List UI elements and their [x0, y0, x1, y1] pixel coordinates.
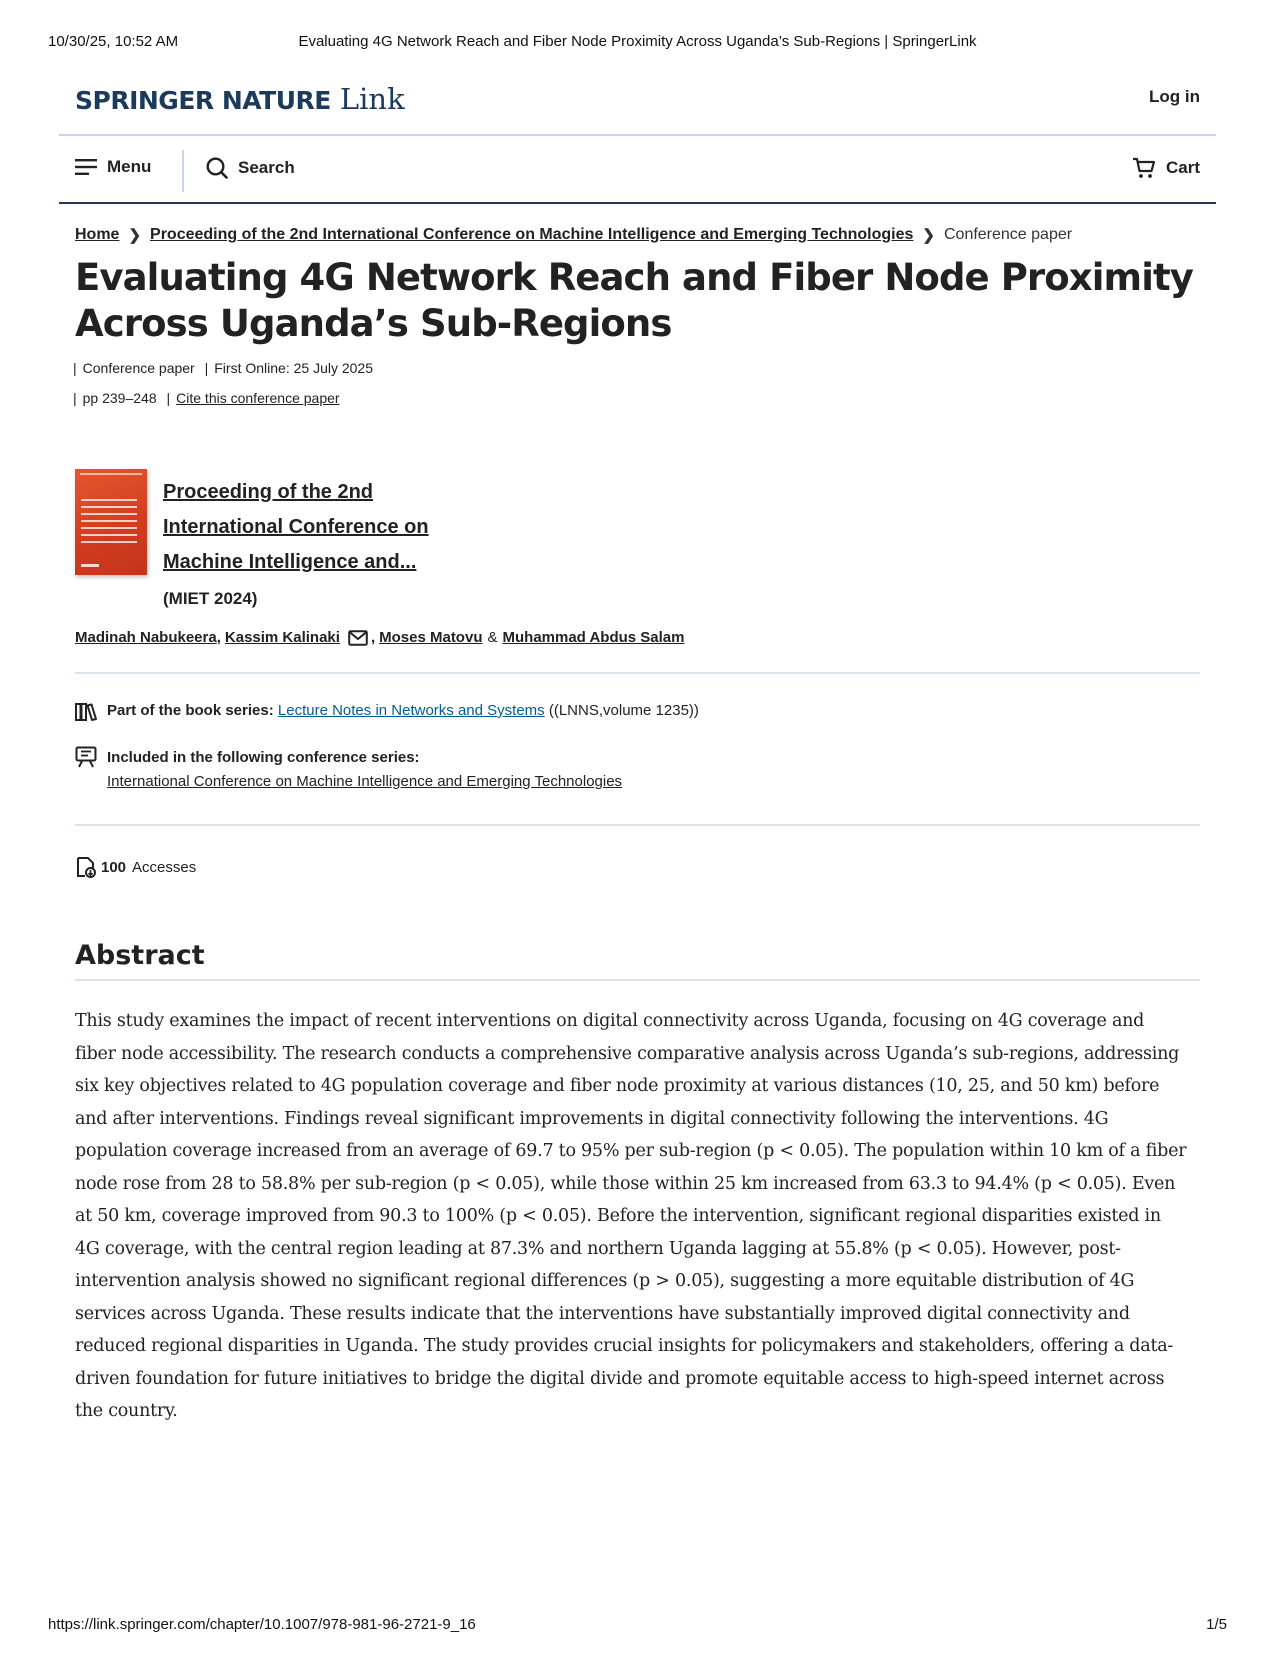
print-datetime: 10/30/25, 10:52 AM — [48, 33, 179, 50]
author-separator: , — [370, 629, 376, 646]
meta-row-2: | pp 239–248 | Cite this conference paper — [73, 390, 340, 406]
page-content — [59, 70, 1216, 1428]
conference-series-row — [75, 746, 1216, 794]
logo-brand: SPRINGER NATURE — [75, 86, 331, 115]
author-link[interactable]: Madinah Nabukeera — [75, 629, 217, 646]
article-type: Conference paper — [82, 360, 195, 376]
abstract-line: This study examines the impact of recent interventions on digital connectivity across Uganda, focusing on 4G coverage and — [75, 1011, 1145, 1031]
menu-label: Menu — [107, 157, 152, 176]
main-navbar — [59, 136, 1216, 204]
meta-row-1: | Conference paper | First Online: 25 July 2025 — [73, 360, 373, 376]
print-page-number: 1/5 — [1206, 1616, 1227, 1633]
search-button[interactable] — [206, 157, 295, 179]
breadcrumb-proceeding[interactable]: Proceeding of the 2nd International Conference on Machine Intelligence and Emerging Technologies — [150, 226, 914, 243]
abstract-line: and after interventions. Findings reveal significant improvements in digital connectivity following the interventions. 4G — [75, 1108, 1109, 1129]
print-url: https://link.springer.com/chapter/10.1007/978-981-96-2721-9_16 — [48, 1616, 476, 1633]
books-icon — [75, 702, 107, 722]
print-header — [48, 33, 1227, 53]
print-page-title: Evaluating 4G Network Reach and Fiber Node Proximity Across Uganda’s Sub-Regions | SpringerLink — [298, 33, 977, 50]
chevron-right-icon: ❯ — [128, 227, 142, 244]
author-separator: , — [216, 629, 221, 646]
abstract-line: fiber node accessibility. The research conducts a comprehensive comparative analysis across Uganda’s sub-regions, addressing — [75, 1043, 1180, 1064]
abstract-line: six key objectives related to 4G population coverage and fiber node proximity at various distances (10, 25, and 50 km) before — [75, 1076, 1160, 1096]
masthead — [59, 70, 1216, 136]
breadcrumb-current: Conference paper — [943, 226, 1073, 243]
first-online: First Online: 25 July 2025 — [214, 360, 373, 376]
abstract-line: 4G coverage, with the central region leading at 87.3% and northern Uganda lagging at 55.8% (p < 0.05). However, post- — [75, 1238, 1121, 1259]
book-block — [75, 469, 1216, 629]
presentation-icon — [75, 746, 107, 768]
book-series-link[interactable]: Lecture Notes in Networks and Systems — [277, 702, 545, 719]
chevron-right-icon: ❯ — [922, 227, 935, 244]
book-series-volume: ((LNNS,volume 1235)) — [548, 702, 699, 719]
login-link[interactable]: Log in — [1149, 87, 1200, 106]
book-title-line-1: Proceeding of the 2nd — [163, 481, 374, 503]
nav-divider — [182, 150, 184, 192]
author-list — [75, 629, 1216, 646]
springer-nature-link-logo[interactable] — [75, 82, 405, 116]
abstract-line: node rose from 28 to 58.8% per sub-region (p < 0.05), while those within 25 km increased from 63.3 to 94.4% (p < 0.05). Even — [75, 1173, 1176, 1194]
cite-link[interactable]: Cite this conference paper — [176, 390, 340, 406]
author-link[interactable]: Muhammad Abdus Salam — [502, 629, 685, 646]
book-title-line-3: Machine Intelligence and... — [163, 551, 417, 573]
book-acronym: (MIET 2024) — [163, 589, 258, 608]
abstract-line: the country. — [75, 1401, 178, 1421]
divider — [75, 672, 1200, 674]
author-separator: & — [487, 629, 498, 646]
conference-series-link[interactable]: International Conference on Machine Intelligence and Emerging Technologies — [107, 773, 623, 790]
divider — [75, 979, 1200, 981]
title-line-2: Across Uganda’s Sub-Regions — [75, 302, 672, 345]
author-link[interactable]: Moses Matovu — [379, 629, 483, 646]
search-icon — [206, 157, 228, 179]
cart-button[interactable] — [1132, 157, 1200, 179]
abstract-line: intervention analysis showed no significant regional differences (p > 0.05), suggesting a more equitable distribution of 4G — [75, 1271, 1135, 1291]
abstract-line: at 50 km, coverage improved from 90.3 to 100% (p < 0.05). Before the intervention, significant regional disparities existed in — [75, 1206, 1161, 1226]
author-link[interactable]: Kassim Kalinaki — [224, 629, 340, 646]
abstract-line: population coverage increased from an average of 69.7 to 95% per sub-region (p < 0.05). The population within 10 km of a fiber — [75, 1141, 1187, 1161]
book-cover-image[interactable] — [75, 469, 147, 575]
abstract-heading: Abstract — [75, 940, 205, 971]
logo-product: Link — [339, 82, 405, 116]
article-meta — [75, 353, 1216, 413]
abstract-line: reduced regional disparities in Uganda. The study provides crucial insights for policymakers and stakeholders, offering a data- — [75, 1336, 1174, 1356]
accesses-metric — [75, 856, 1216, 878]
divider — [75, 824, 1200, 826]
conference-series-label: Included in the following conference series: — [107, 749, 420, 766]
breadcrumb-home[interactable]: Home — [75, 226, 120, 243]
page-range: pp 239–248 — [82, 390, 157, 406]
print-footer — [48, 1616, 1227, 1636]
page-title — [75, 255, 1216, 347]
abstract-line: services across Uganda. These results indicate that the interventions have substantially improved digital connectivity and — [75, 1303, 1130, 1324]
title-line-1: Evaluating 4G Network Reach and Fiber Node Proximity — [75, 256, 1193, 299]
mail-icon[interactable] — [348, 630, 368, 646]
breadcrumb — [75, 226, 1216, 244]
book-title-link[interactable] — [163, 475, 463, 580]
abstract-body — [75, 1005, 1200, 1428]
search-label: Search — [238, 158, 295, 177]
hamburger-icon — [75, 159, 97, 175]
book-series-label: Part of the book series: — [107, 702, 274, 719]
menu-button[interactable] — [75, 157, 151, 177]
accesses-count: 100 — [101, 858, 127, 876]
download-icon — [75, 856, 97, 878]
cart-icon — [1132, 157, 1156, 179]
cart-label: Cart — [1165, 158, 1200, 177]
book-series-row — [75, 702, 1216, 722]
accesses-label: Accesses — [132, 858, 197, 876]
book-title-line-2: International Conference on — [163, 516, 429, 538]
abstract-line: driven foundation for future initiatives to bridge the digital divide and promote equitable access to high-speed internet across — [75, 1368, 1165, 1389]
